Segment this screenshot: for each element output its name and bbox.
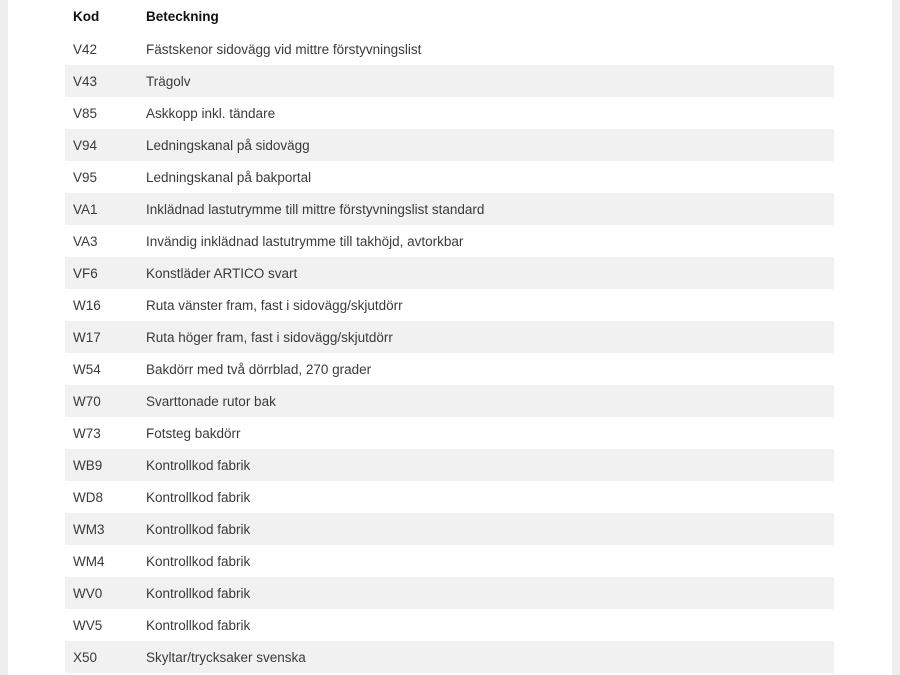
- row-code: V85: [73, 105, 98, 121]
- option-code-table: [65, 0, 834, 673]
- table-row: [65, 97, 834, 129]
- row-description: Kontrollkod fabrik: [146, 489, 251, 505]
- row-description: Skyltar/trycksaker svenska: [146, 649, 306, 665]
- table-row: [65, 577, 834, 609]
- table-row: [65, 225, 834, 257]
- row-code: WV5: [73, 617, 103, 633]
- row-code: W73: [73, 425, 101, 441]
- table-row: [65, 161, 834, 193]
- row-code: WM3: [73, 521, 105, 537]
- row-description: Ledningskanal på bakportal: [146, 169, 312, 185]
- row-code: WD8: [73, 489, 103, 505]
- table-row: [65, 321, 834, 353]
- row-description: Svarttonade rutor bak: [146, 393, 276, 409]
- table-row: [65, 513, 834, 545]
- row-description: Inklädnad lastutrymme till mittre förstyvningslist standard: [146, 201, 485, 217]
- table-row: [65, 129, 834, 161]
- table-row: [65, 481, 834, 513]
- header-description: Beteckning: [146, 9, 219, 24]
- table-row: [65, 449, 834, 481]
- row-code: V42: [73, 41, 98, 57]
- row-description: Fästskenor sidovägg vid mittre förstyvningslist: [146, 41, 422, 57]
- row-description: Kontrollkod fabrik: [146, 585, 251, 601]
- row-code: W54: [73, 361, 101, 377]
- table-row: [65, 289, 834, 321]
- row-code: WM4: [73, 553, 105, 569]
- row-code: V94: [73, 137, 98, 153]
- row-description: Kontrollkod fabrik: [146, 617, 251, 633]
- row-code: VA1: [73, 201, 98, 217]
- row-description: Invändig inklädnad lastutrymme till takhöjd, avtorkbar: [146, 233, 464, 249]
- row-description: Bakdörr med två dörrblad, 270 grader: [146, 361, 372, 377]
- row-description: Trägolv: [146, 73, 191, 89]
- document-page: [8, 0, 892, 675]
- table-row: [65, 33, 834, 65]
- row-code: V43: [73, 73, 98, 89]
- row-description: Kontrollkod fabrik: [146, 521, 251, 537]
- table-row: [65, 193, 834, 225]
- row-description: Kontrollkod fabrik: [146, 553, 251, 569]
- row-code: W16: [73, 297, 101, 313]
- table-header-row: [65, 0, 834, 33]
- table-row: [65, 417, 834, 449]
- table-row: [65, 641, 834, 673]
- row-description: Konstläder ARTICO svart: [146, 265, 298, 281]
- row-code: W17: [73, 329, 101, 345]
- header-code: Kod: [73, 9, 100, 24]
- row-description: Ruta höger fram, fast i sidovägg/skjutdörr: [146, 329, 393, 345]
- table-row: [65, 545, 834, 577]
- table-row: [65, 257, 834, 289]
- row-code: V95: [73, 169, 98, 185]
- row-code: WV0: [73, 585, 103, 601]
- row-code: X50: [73, 649, 98, 665]
- table-row: [65, 65, 834, 97]
- table-body: [65, 33, 834, 673]
- table-row: [65, 353, 834, 385]
- table-row: [65, 385, 834, 417]
- row-code: W70: [73, 393, 101, 409]
- row-description: Kontrollkod fabrik: [146, 457, 251, 473]
- row-code: WB9: [73, 457, 103, 473]
- row-description: Ledningskanal på sidovägg: [146, 137, 310, 153]
- row-description: Askkopp inkl. tändare: [146, 105, 276, 121]
- table-row: [65, 609, 834, 641]
- row-code: VF6: [73, 265, 98, 281]
- row-description: Ruta vänster fram, fast i sidovägg/skjutdörr: [146, 297, 403, 313]
- row-code: VA3: [73, 233, 98, 249]
- row-description: Fotsteg bakdörr: [146, 425, 241, 441]
